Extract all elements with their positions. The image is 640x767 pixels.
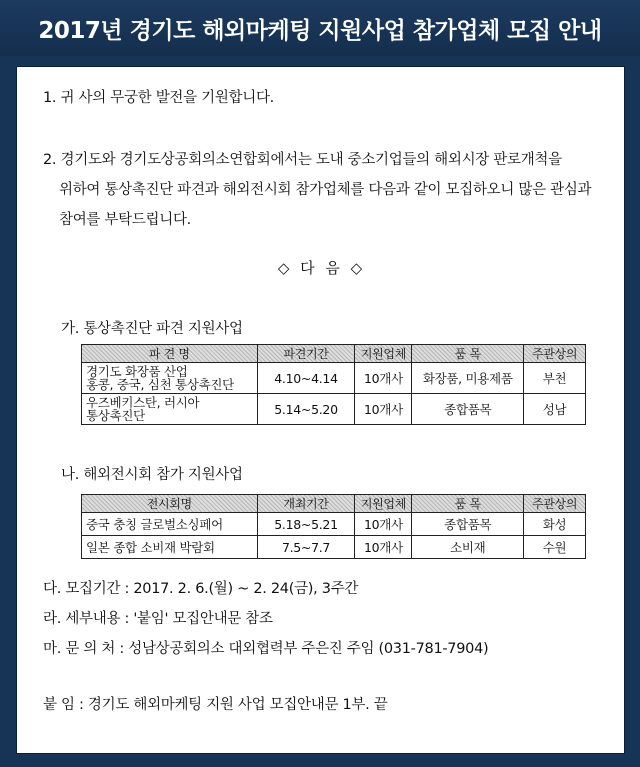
count-cell: 10개사 (355, 513, 412, 536)
exhibition-name-cell: 중국 충칭 글로벌소싱페어 (82, 513, 258, 536)
org-cell: 수원 (524, 536, 586, 559)
header-cell: 주관상의 (524, 345, 586, 363)
header-cell: 품 목 (412, 495, 524, 513)
section-heading: ◇ 다 음 ◇ (277, 259, 366, 277)
header-cell: 개최기간 (257, 495, 355, 513)
org-cell: 화성 (524, 513, 586, 536)
section-b-title: 나. 해외전시회 참가 지원사업 (61, 467, 243, 483)
table-row (82, 363, 586, 394)
items-cell: 종합품목 (412, 394, 524, 425)
mission-name-line: 홍콩, 중국, 심천 통상촉진단 (86, 377, 234, 392)
org-cell: 성남 (524, 394, 586, 425)
mission-name-cell (82, 363, 258, 394)
period-cell: 5.18~5.21 (257, 513, 355, 536)
detail-content: 라. 세부내용 : '붙임' 모집안내문 참조 (43, 611, 273, 627)
header-cell: 지원업체 (355, 495, 412, 513)
org-cell: 부천 (524, 363, 586, 394)
page-title: 2017년 경기도 해외마케팅 지원사업 참가업체 모집 안내 (38, 17, 602, 44)
paragraph-2-line-3: 참여를 부탁드립니다. (59, 212, 191, 228)
table-row (82, 394, 586, 425)
exhibition-table (81, 494, 586, 559)
trade-mission-table (81, 344, 586, 425)
items-cell: 종합품목 (412, 513, 524, 536)
count-cell: 10개사 (355, 536, 412, 559)
mission-name-line: 경기도 화장품 산업 (86, 364, 188, 379)
exhibition-name-cell: 일본 종합 소비재 박람회 (82, 536, 258, 559)
header-cell: 주관상의 (524, 495, 586, 513)
period-cell: 5.14~5.20 (257, 394, 355, 425)
header-cell: 파견기간 (257, 345, 355, 363)
header-cell: 지원업체 (355, 345, 412, 363)
contact-info: 마. 문 의 처 : 성남상공회의소 대외협력부 주은진 주임 (031-781-7904) (43, 641, 489, 657)
period-cell: 4.10~4.14 (257, 363, 355, 394)
table-header-row (82, 345, 586, 363)
count-cell: 10개사 (355, 363, 412, 394)
title-bar (0, 0, 640, 56)
paragraph-2 (43, 145, 613, 235)
notice-document (16, 66, 625, 754)
table-header-row (82, 495, 586, 513)
header-cell: 품 목 (412, 345, 524, 363)
paragraph-1: 1. 귀 사의 무궁한 발전을 기원합니다. (43, 90, 274, 106)
items-cell: 소비재 (412, 536, 524, 559)
paragraph-2-line-1: 2. 경기도와 경기도상공회의소연합회에서는 도내 중소기업들의 해외시장 판로개척을 (43, 152, 562, 168)
section-a-title: 가. 통상촉진단 파견 지원사업 (61, 321, 243, 337)
period-cell: 7.5~7.7 (257, 536, 355, 559)
recruit-period: 다. 모집기간 : 2017. 2. 6.(월) ~ 2. 24(금), 3주간 (43, 581, 359, 597)
header-cell: 전시회명 (82, 495, 258, 513)
header-cell: 파 견 명 (82, 345, 258, 363)
mission-name-cell (82, 394, 258, 425)
mission-name-line: 우즈베키스탄, 러시아 (86, 395, 200, 410)
table-row (82, 536, 586, 559)
items-cell: 화장품, 미용제품 (412, 363, 524, 394)
count-cell: 10개사 (355, 394, 412, 425)
mission-name-line: 통상촉진단 (86, 408, 145, 423)
paragraph-2-line-2: 위하여 통상촉진단 파견과 해외전시회 참가업체를 다음과 같이 모집하오니 많은 관심과 (59, 182, 592, 198)
table-row (82, 513, 586, 536)
attachment-note: 붙 임 : 경기도 해외마케팅 지원 사업 모집안내문 1부. 끝 (43, 697, 388, 713)
